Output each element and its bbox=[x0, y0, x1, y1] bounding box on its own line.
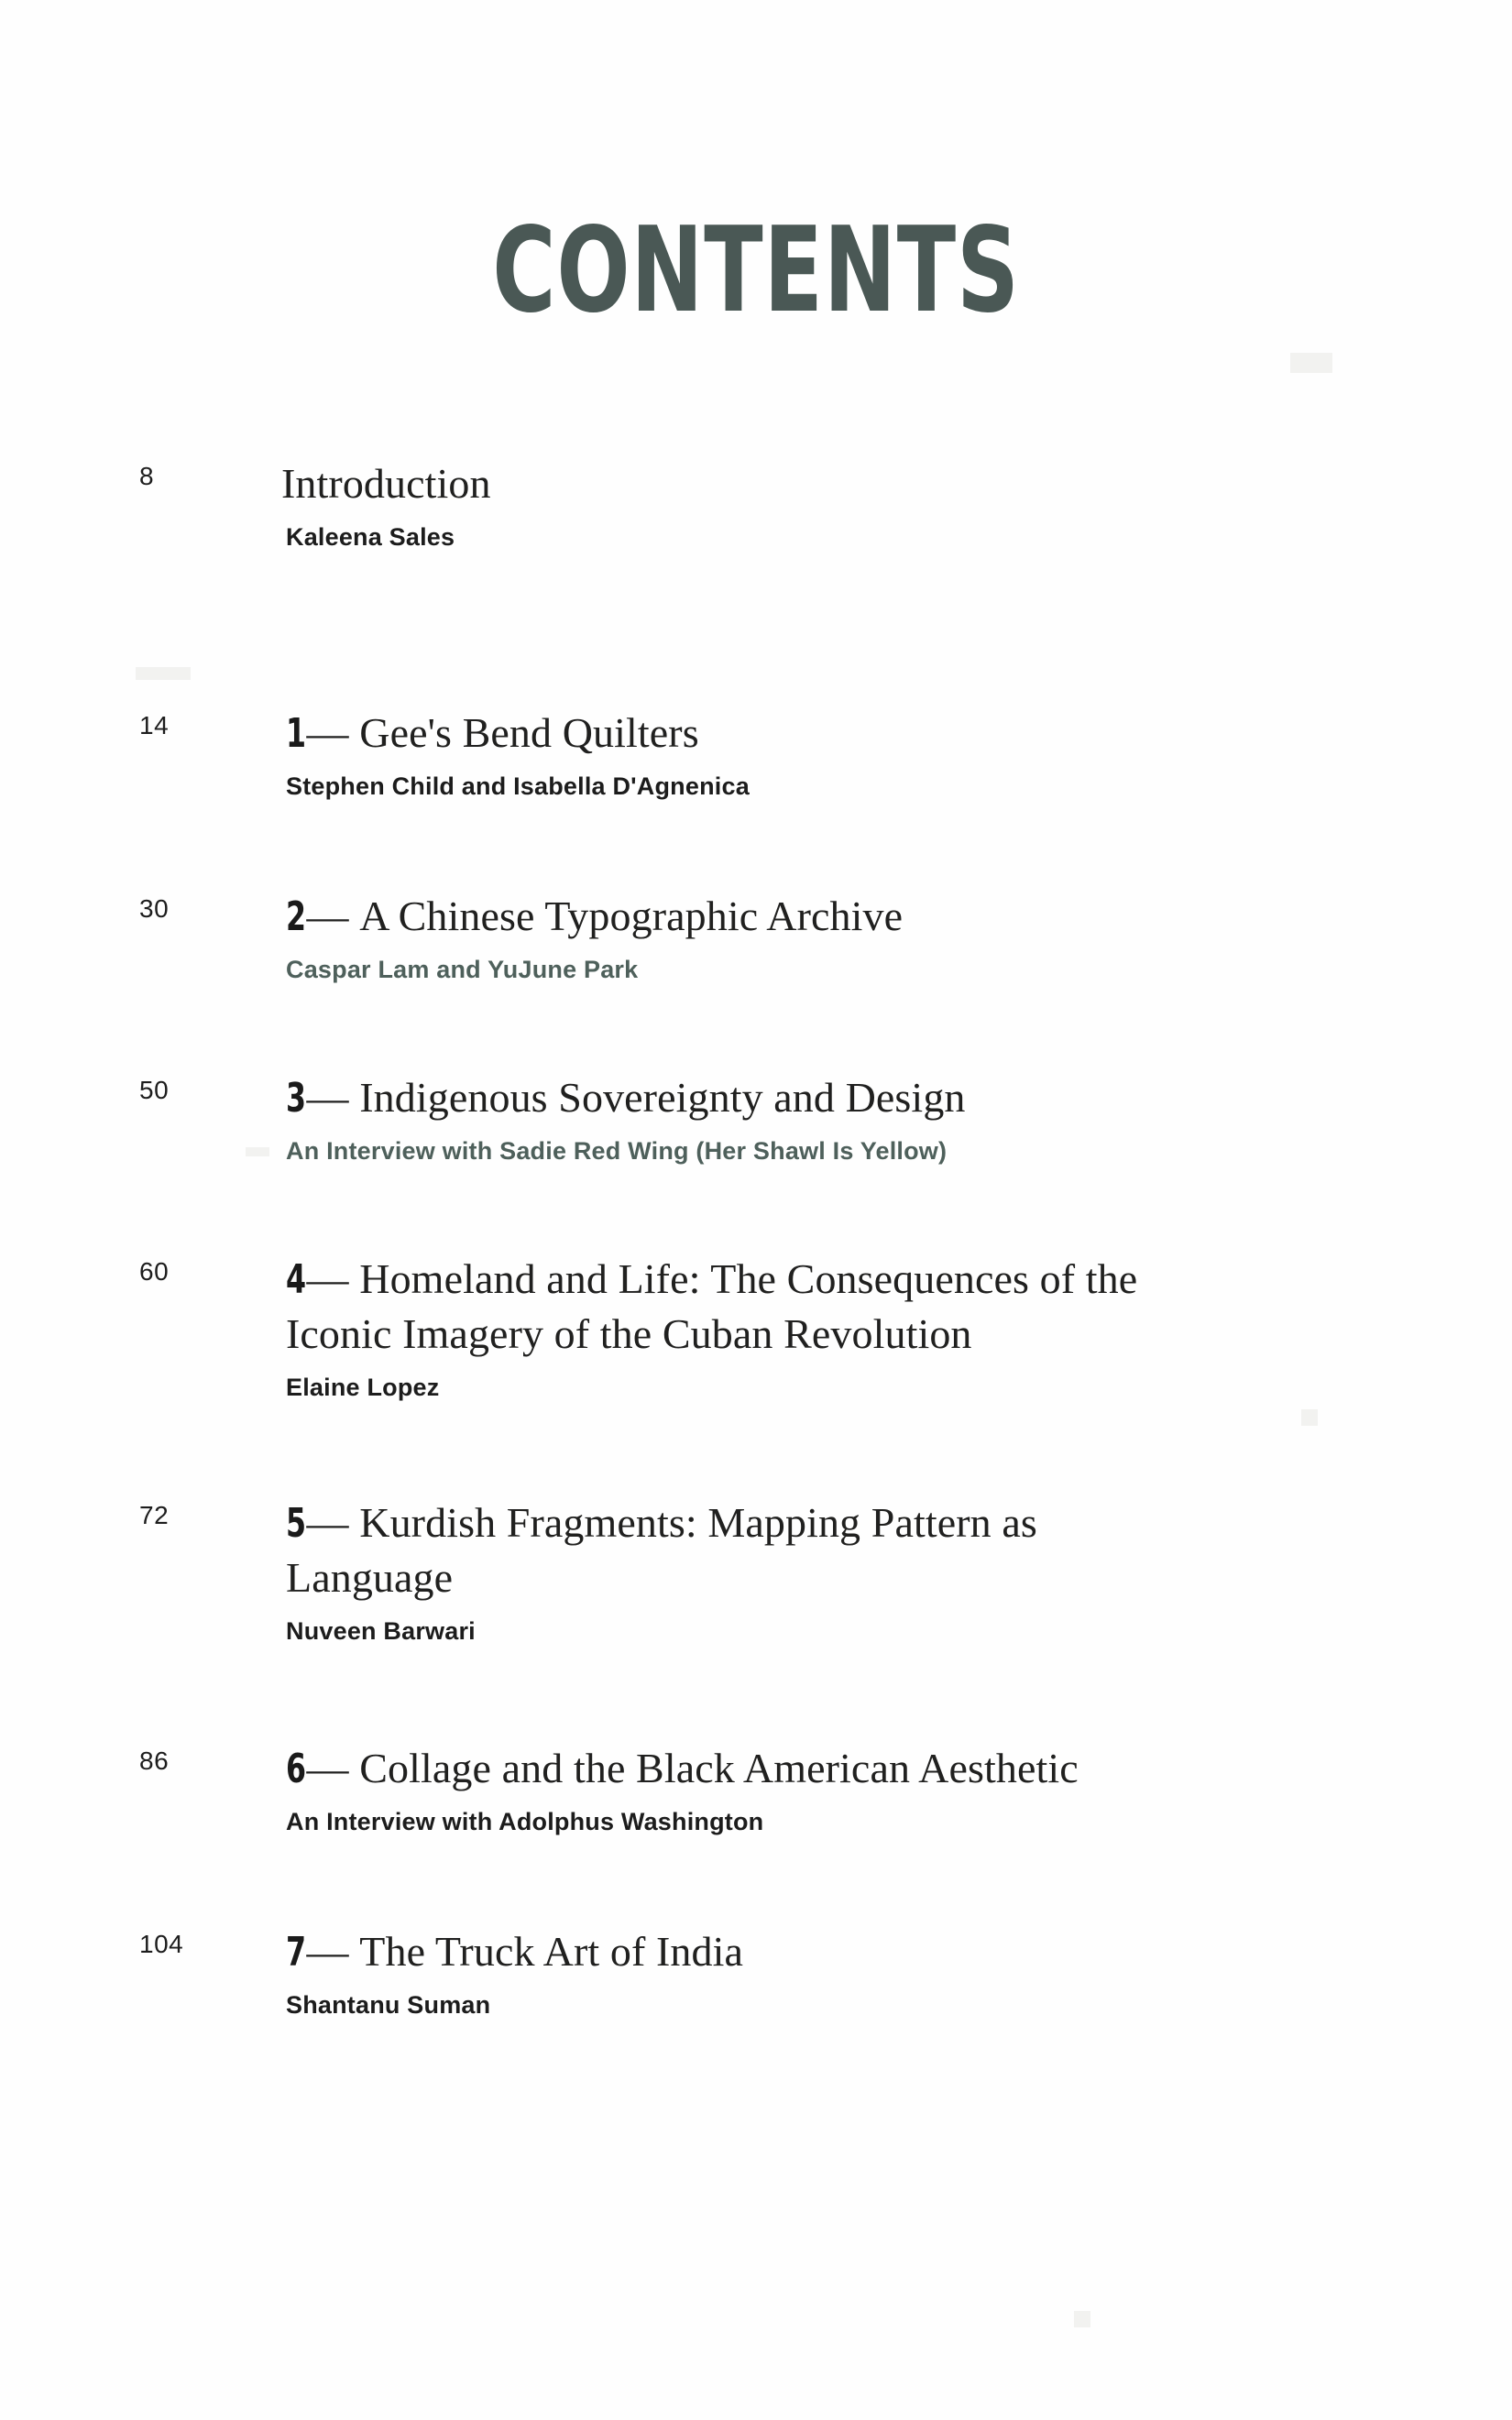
toc-entry-separator: — bbox=[306, 892, 349, 939]
toc-entry-body bbox=[281, 456, 1156, 552]
toc-entry-separator: — bbox=[306, 709, 349, 756]
toc-entry-title-text: Homeland and Life: The Consequences of the Iconic Imagery of the Cuban Revolution bbox=[286, 1255, 1138, 1357]
toc-entry-title bbox=[286, 1495, 1156, 1605]
toc-entry-subtitle: An Interview with Sadie Red Wing (Her Shawl Is Yellow) bbox=[286, 1136, 948, 1165]
toc-entry-body bbox=[286, 889, 1156, 984]
toc-entry-subtitle: Stephen Child and Isabella D'Agnenica bbox=[286, 772, 750, 800]
toc-entry-chapter-number: 5 bbox=[286, 1500, 307, 1547]
toc-entry-chapter-number: 4 bbox=[286, 1256, 307, 1303]
toc-entry-page-number: 86 bbox=[139, 1747, 170, 1775]
toc-entry-body bbox=[286, 1495, 1156, 1646]
toc-entry-title bbox=[286, 1741, 1156, 1796]
toc-entry-title-text: Kurdish Fragments: Mapping Pattern as Language bbox=[286, 1499, 1037, 1601]
toc-entry-separator: — bbox=[306, 1074, 349, 1121]
toc-entry-body bbox=[286, 706, 1156, 801]
toc-entry-chapter-number: 6 bbox=[286, 1746, 307, 1792]
toc-entry-title-text: Collage and the Black American Aesthetic bbox=[359, 1745, 1079, 1791]
toc-entry-chapter-number: 3 bbox=[286, 1075, 307, 1122]
toc-entry-title bbox=[286, 1252, 1156, 1362]
paper-speckle bbox=[136, 667, 191, 680]
paper-speckle bbox=[1301, 1409, 1318, 1426]
toc-entry-separator: — bbox=[306, 1928, 349, 1975]
paper-speckle bbox=[246, 1147, 269, 1156]
toc-entry-page-number: 50 bbox=[139, 1076, 170, 1104]
toc-entry-subtitle: Shantanu Suman bbox=[286, 1990, 491, 2019]
toc-entry-separator: — bbox=[306, 1499, 349, 1546]
paper-speckle bbox=[1074, 2311, 1090, 2327]
toc-entry-page-number: 14 bbox=[139, 711, 170, 739]
toc-entry-title-text: Gee's Bend Quilters bbox=[359, 709, 699, 756]
toc-entry-subtitle: Nuveen Barwari bbox=[286, 1616, 476, 1645]
toc-entry-page-number: 72 bbox=[139, 1501, 170, 1529]
toc-entry-subtitle: Elaine Lopez bbox=[286, 1373, 440, 1401]
toc-entry-body bbox=[286, 1741, 1156, 1836]
toc-entry-title-text: The Truck Art of India bbox=[359, 1928, 743, 1975]
toc-entry-page-number: 60 bbox=[139, 1257, 170, 1286]
toc-entry-chapter-number: 2 bbox=[286, 893, 307, 940]
toc-entry-body bbox=[286, 1924, 1156, 2020]
toc-entry-page-number: 104 bbox=[139, 1930, 184, 1958]
toc-entry-chapter-number: 1 bbox=[286, 710, 307, 757]
toc-entry-page-number: 8 bbox=[139, 462, 155, 490]
toc-entry-body bbox=[286, 1252, 1156, 1402]
toc-entry-subtitle: Caspar Lam and YuJune Park bbox=[286, 955, 639, 983]
toc-entry-title bbox=[286, 1070, 1156, 1125]
toc-entry-title bbox=[286, 889, 1156, 944]
page-title: CONTENTS bbox=[492, 202, 1020, 339]
toc-entry-title-text: Introduction bbox=[281, 460, 491, 507]
paper-speckle bbox=[1290, 353, 1332, 373]
toc-entry-separator: — bbox=[306, 1745, 349, 1791]
toc-entry-separator: — bbox=[306, 1255, 349, 1302]
toc-entry-title-text: A Chinese Typographic Archive bbox=[359, 892, 904, 939]
toc-entry-subtitle: An Interview with Adolphus Washington bbox=[286, 1807, 764, 1835]
toc-entry-title bbox=[281, 456, 1156, 511]
toc-entry-subtitle: Kaleena Sales bbox=[286, 522, 455, 551]
toc-entry-body bbox=[286, 1070, 1156, 1166]
toc-entry-title-text: Indigenous Sovereignty and Design bbox=[359, 1074, 966, 1121]
toc-entry-title bbox=[286, 1924, 1156, 1979]
toc-entry-chapter-number: 7 bbox=[286, 1929, 307, 1976]
toc-entry-title bbox=[286, 706, 1156, 761]
toc-entry-page-number: 30 bbox=[139, 894, 170, 923]
